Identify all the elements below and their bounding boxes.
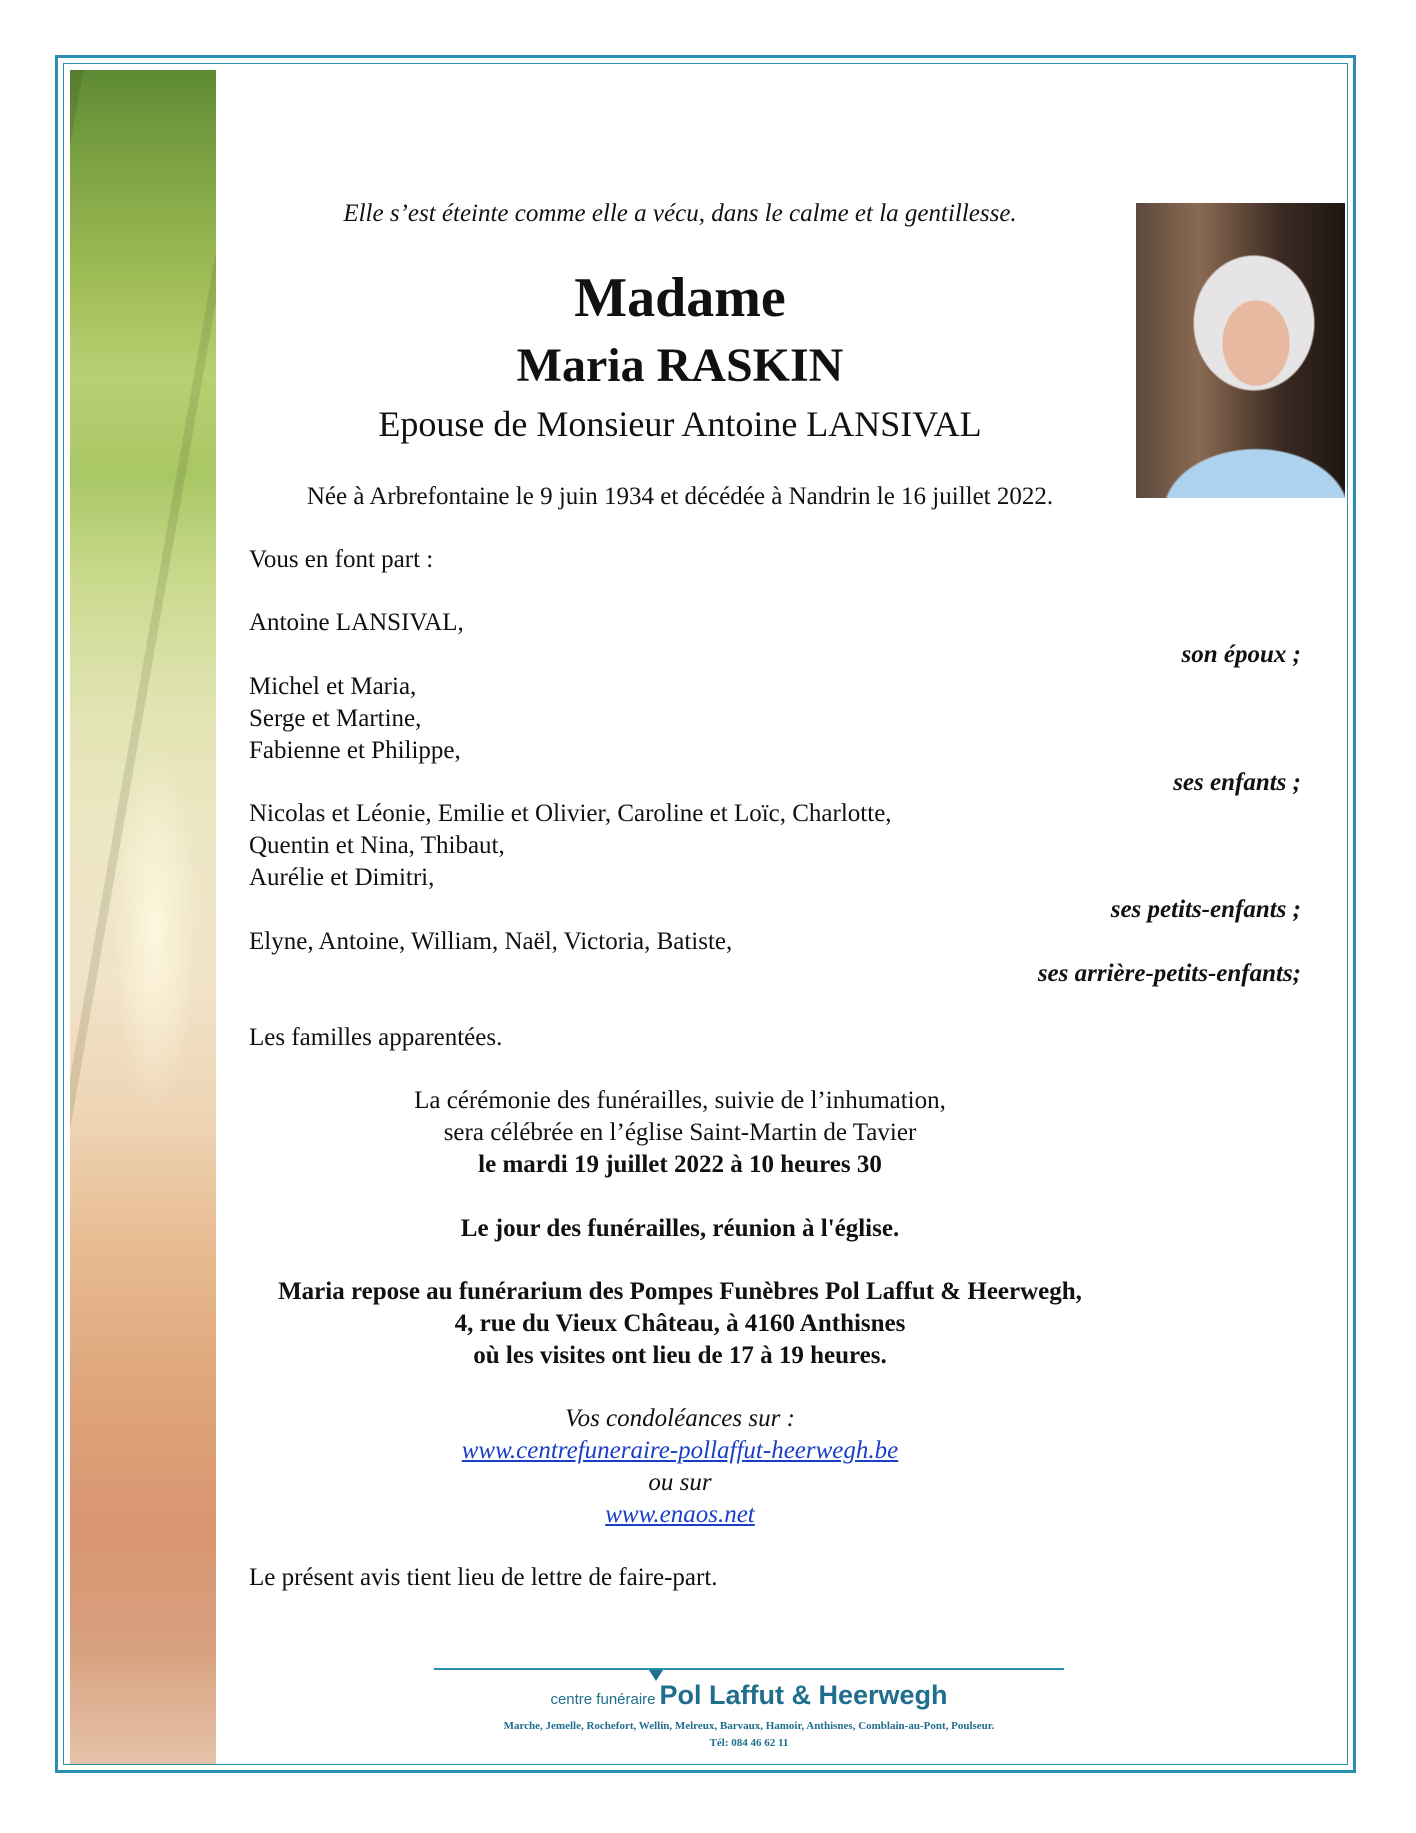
family-line: Antoine LANSIVAL,: [249, 609, 464, 636]
related-families: Les familles apparentées.: [249, 1024, 503, 1051]
header-quote: Elle s’est éteinte comme elle a vécu, dans le calme et la gentillesse.: [343, 200, 1017, 227]
relation-label: ses arrière-petits-enfants;: [1037, 960, 1301, 987]
intro-text: Vous en font part :: [249, 546, 434, 573]
forest-trees-overlay: [70, 70, 216, 1764]
funeral-home-logo: [434, 1680, 1064, 1711]
portrait-photo: [1136, 203, 1345, 498]
logo-brand: Pol Laffut & Heerwegh: [659, 1680, 948, 1710]
family-line: Nicolas et Léonie, Emilie et Olivier, Caroline et Loïc, Charlotte,: [249, 800, 892, 827]
relation-label: son époux ;: [1181, 641, 1301, 668]
visit-line: Maria repose au funérarium des Pompes Funèbres Pol Laffut & Heerwegh,: [278, 1278, 1082, 1305]
ceremony-line: sera célébrée en l’église Saint-Martin de Tavier: [443, 1119, 917, 1146]
visit-line: où les visites ont lieu de 17 à 19 heures.: [473, 1342, 887, 1369]
visit-line: 4, rue du Vieux Château, à 4160 Anthisnes: [454, 1310, 906, 1337]
birth-death-line: Née à Arbrefontaine le 9 juin 1934 et décédée à Nandrin le 16 juillet 2022.: [306, 483, 1054, 510]
logo-phone: Tél: 084 46 62 11: [709, 1737, 789, 1749]
deceased-name: Maria RASKIN: [516, 339, 844, 392]
ceremony-datetime: le mardi 19 juillet 2022 à 10 heures 30: [478, 1151, 882, 1178]
title: Madame: [574, 267, 786, 329]
enaos-link[interactable]: www.enaos.net: [605, 1501, 755, 1528]
notice-text: Le présent avis tient lieu de lettre de faire-part.: [249, 1564, 718, 1591]
spouse-line: Epouse de Monsieur Antoine LANSIVAL: [378, 404, 982, 444]
logo-divider: [434, 1668, 1064, 1670]
family-line: Elyne, Antoine, William, Naël, Victoria, Batiste,: [249, 928, 733, 955]
logo-locations: Marche, Jemelle, Rochefort, Wellin, Melreux, Barvaux, Hamoir, Anthisnes, Comblain-au-Pont, Poulseur.: [503, 1720, 995, 1732]
logo-prefix: centre funéraire: [550, 1691, 656, 1708]
condolences-label: Vos condoléances sur :: [565, 1405, 795, 1432]
family-line: Fabienne et Philippe,: [249, 737, 461, 764]
family-line: Michel et Maria,: [249, 673, 417, 700]
condolences-or: ou sur: [648, 1469, 712, 1496]
ceremony-line: La cérémonie des funérailles, suivie de l’inhumation,: [414, 1087, 946, 1114]
reunion-text: Le jour des funérailles, réunion à l'église.: [460, 1215, 900, 1242]
family-line: Aurélie et Dimitri,: [249, 864, 435, 891]
family-line: Serge et Martine,: [249, 705, 422, 732]
condolences-link[interactable]: www.centrefuneraire-pollaffut-heerwegh.be: [461, 1437, 899, 1464]
relation-label: ses petits-enfants ;: [1110, 896, 1301, 923]
family-line: Quentin et Nina, Thibaut,: [249, 832, 505, 859]
relation-label: ses enfants ;: [1173, 769, 1301, 796]
